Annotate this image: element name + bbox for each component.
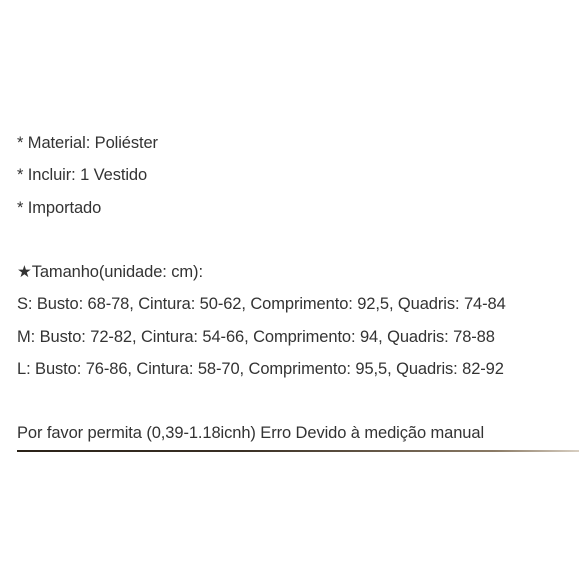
divider-line [17, 450, 579, 452]
size-row-m: M: Busto: 72-82, Cintura: 54-66, Comprimento: 94, Quadris: 78-88 [17, 327, 495, 346]
feature-includes: * Incluir: 1 Vestido [17, 166, 148, 185]
size-heading: ★Tamanho(unidade: cm): [17, 263, 203, 282]
feature-imported: * Importado [17, 198, 102, 217]
measurement-note: Por favor permita (0,39-1.18icnh) Erro Devido à medição manual [17, 424, 485, 442]
feature-material: * Material: Poliéster [17, 134, 158, 152]
product-description [17, 131, 577, 389]
spacer [17, 228, 577, 260]
size-row-l: L: Busto: 76-86, Cintura: 58-70, Comprimento: 95,5, Quadris: 82-92 [17, 360, 504, 379]
size-row-s: S: Busto: 68-78, Cintura: 50-62, Comprimento: 92,5, Quadris: 74-84 [17, 295, 506, 314]
